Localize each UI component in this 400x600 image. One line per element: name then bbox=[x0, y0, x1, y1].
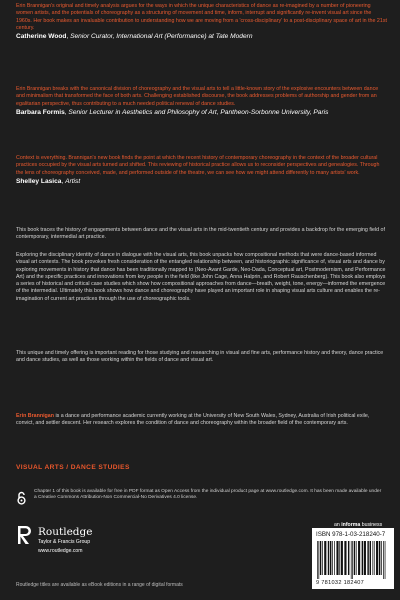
publisher-subtitle: Taylor & Francis Group bbox=[38, 539, 91, 545]
barcode-bar bbox=[381, 541, 382, 575]
barcode-bar bbox=[376, 541, 378, 575]
barcode-bar bbox=[379, 541, 380, 575]
barcode-bar bbox=[344, 541, 346, 575]
barcode-bar bbox=[354, 541, 355, 575]
barcode-bar bbox=[352, 541, 353, 579]
endorsement-role: Artist bbox=[65, 177, 81, 185]
barcode-bar bbox=[328, 541, 329, 575]
barcode-bar bbox=[383, 541, 384, 579]
description-paragraph-1: This book traces the history of engagements between dance and the visual arts in the mid-twentieth century and provides a backdrop for the emerging field of contemporary, intermedial art practice. bbox=[16, 227, 385, 241]
barcode-bar bbox=[358, 541, 360, 575]
informa-brand: informa bbox=[341, 522, 361, 528]
barcode-bar bbox=[317, 541, 318, 579]
barcode-bar bbox=[362, 541, 363, 575]
barcode-bar bbox=[332, 541, 333, 575]
barcode-bar bbox=[336, 541, 338, 575]
barcode-bar bbox=[348, 541, 349, 575]
author-name: Erin Brannigan bbox=[16, 413, 54, 419]
ebook-footer-note: Routledge titles are available as eBook editions in a range of digital formats bbox=[16, 582, 183, 588]
barcode-icon bbox=[316, 541, 390, 579]
author-bio-text: is a dance and performance academic currently working at the University of New South Wales, Sydney, Australia of Irish political exile, convict, and settler descent. Her research explores the condition of dance and choreography within the broader field of the contemporary arts. bbox=[16, 413, 370, 427]
open-access-icon bbox=[16, 491, 27, 505]
endorsement-role: Senior Lecturer in Aesthetics and Philosophy of Art, Pantheon-Sorbonne University, Paris bbox=[68, 108, 329, 116]
endorsement-1 bbox=[16, 3, 388, 42]
description-paragraph-3: This unique and timely offering is important reading for those studying and researching in visual and fine arts, performance history and theory, dance practice and dance studies, as well as those working within the fields of dance and visual art. bbox=[16, 350, 384, 364]
barcode-bar bbox=[320, 541, 321, 575]
endorsement-name: Shelley Lasica bbox=[16, 177, 62, 185]
publisher-url[interactable]: www.routledge.com bbox=[38, 548, 83, 554]
barcode-bar bbox=[324, 541, 326, 575]
isbn-label: ISBN 978-1-03-218240-7 bbox=[316, 531, 386, 538]
isbn-barcode-panel bbox=[312, 528, 394, 589]
endorsement-name: Catherine Wood bbox=[16, 33, 67, 41]
isbn-digits: 9 781032 182407 bbox=[316, 580, 365, 586]
barcode-bar bbox=[374, 541, 375, 575]
endorsement-name: Barbara Formis bbox=[16, 108, 65, 116]
barcode-bar bbox=[339, 541, 340, 575]
barcode-bar bbox=[385, 541, 386, 579]
barcode-bar bbox=[341, 541, 343, 575]
subject-category: VISUAL ARTS / DANCE STUDIES bbox=[16, 464, 130, 471]
endorsement-2 bbox=[16, 86, 388, 117]
endorsement-quote: Erin Brannigan breaks with the canonical division of choreography and the visual arts to tell a little-known story of the explosive encounters between dance and minimalism that transformed the face of both arts. Challenging established discourse, the book addresses problems of authorship and gender from an egalitarian perspective, thus contributing to a much needed political renewal of dance studies. bbox=[16, 86, 379, 107]
barcode-bar bbox=[364, 541, 366, 575]
open-access-notice: Chapter 1 of this book is available for free in PDF format as Open Access from the individual product page at www.routledge.com. It has been made available under a Creative Commons Attribution-Non Commercial-No Derivatives 4.0 license. bbox=[34, 489, 382, 501]
author-bio bbox=[16, 413, 388, 428]
informa-business-label: an informa business bbox=[334, 522, 383, 528]
endorsement-quote: Context is everything. Brannigan's new book finds the point at which the recent history of contemporary choreography in the context of the broader cultural practices occupied by the visual arts turned and shifted. This reviewing of historical practice allows us to reconsider perspectives and genealogies. Through the lens of choreography conceived, made, and performed outside of the theatre, we can see how we might attend differently to many artists' work. bbox=[16, 155, 380, 176]
barcode-bar bbox=[322, 541, 323, 575]
barcode-bar bbox=[356, 541, 357, 575]
publisher-name: Routledge bbox=[38, 526, 93, 538]
endorsement-3 bbox=[16, 155, 388, 186]
endorsement-quote: Erin Brannigan's original and timely analysis argues for the ways in which the unique characteristics of dance as re-imagined by a number of pioneering women artists, and the potentials of choreography as a structuring of movement and time, inform, interrupt and significantly re-invent visual art since the 1960s. Her book makes an invaluable contribution to understanding how we are moving from a 'cross-disciplinary' to a post-disciplinary space of art in the 21st century. bbox=[16, 3, 387, 31]
barcode-bar bbox=[367, 541, 368, 575]
barcode-bar bbox=[372, 541, 373, 575]
routledge-logo-icon bbox=[16, 525, 34, 545]
barcode-bar bbox=[370, 541, 371, 575]
endorsement-byline: Shelley Lasica, Artist bbox=[16, 177, 81, 185]
description-paragraph-2: Exploring the disciplinary identity of dance in dialogue with the visual arts, this book unpacks how compositional methods that were dance-based informed visual art contexts. The book provokes fresh consideration of the entangled relationship between, and historiographic significance of, visual arts and dance by exploring movements in history that dance has been traditionally mapped to (Neo-Avant Garde, Neo-Dada, Conceptual art, Postmodernism, and Performance Art) and the specific practices and innovations from key people in the field (like John Cage, Anna Halprin, and Robert Rauschenberg). This book also employs a series of historical and critical case studies which show how compositional approaches from dance—breath, weight, tone, energy—informed the emergence of the intermedial. Ultimately this book shows how dance and choreography have played an important role in shaping visual arts culture and enables the re-imagination of current art practices through the use of choreographic tools. bbox=[16, 252, 386, 302]
endorsement-role: Senior Curator, International Art (Performance) at Tate Modern bbox=[70, 33, 253, 41]
barcode-bar bbox=[334, 541, 335, 575]
barcode-bar bbox=[351, 541, 352, 579]
barcode-bar bbox=[330, 541, 331, 575]
endorsement-byline: Barbara Formis, Senior Lecturer in Aesthetics and Philosophy of Art, Pantheon-Sorbonne University, Paris bbox=[16, 108, 329, 116]
barcode-bar bbox=[318, 541, 319, 579]
endorsement-byline: Catherine Wood, Senior Curator, International Art (Performance) at Tate Modern bbox=[16, 33, 253, 41]
